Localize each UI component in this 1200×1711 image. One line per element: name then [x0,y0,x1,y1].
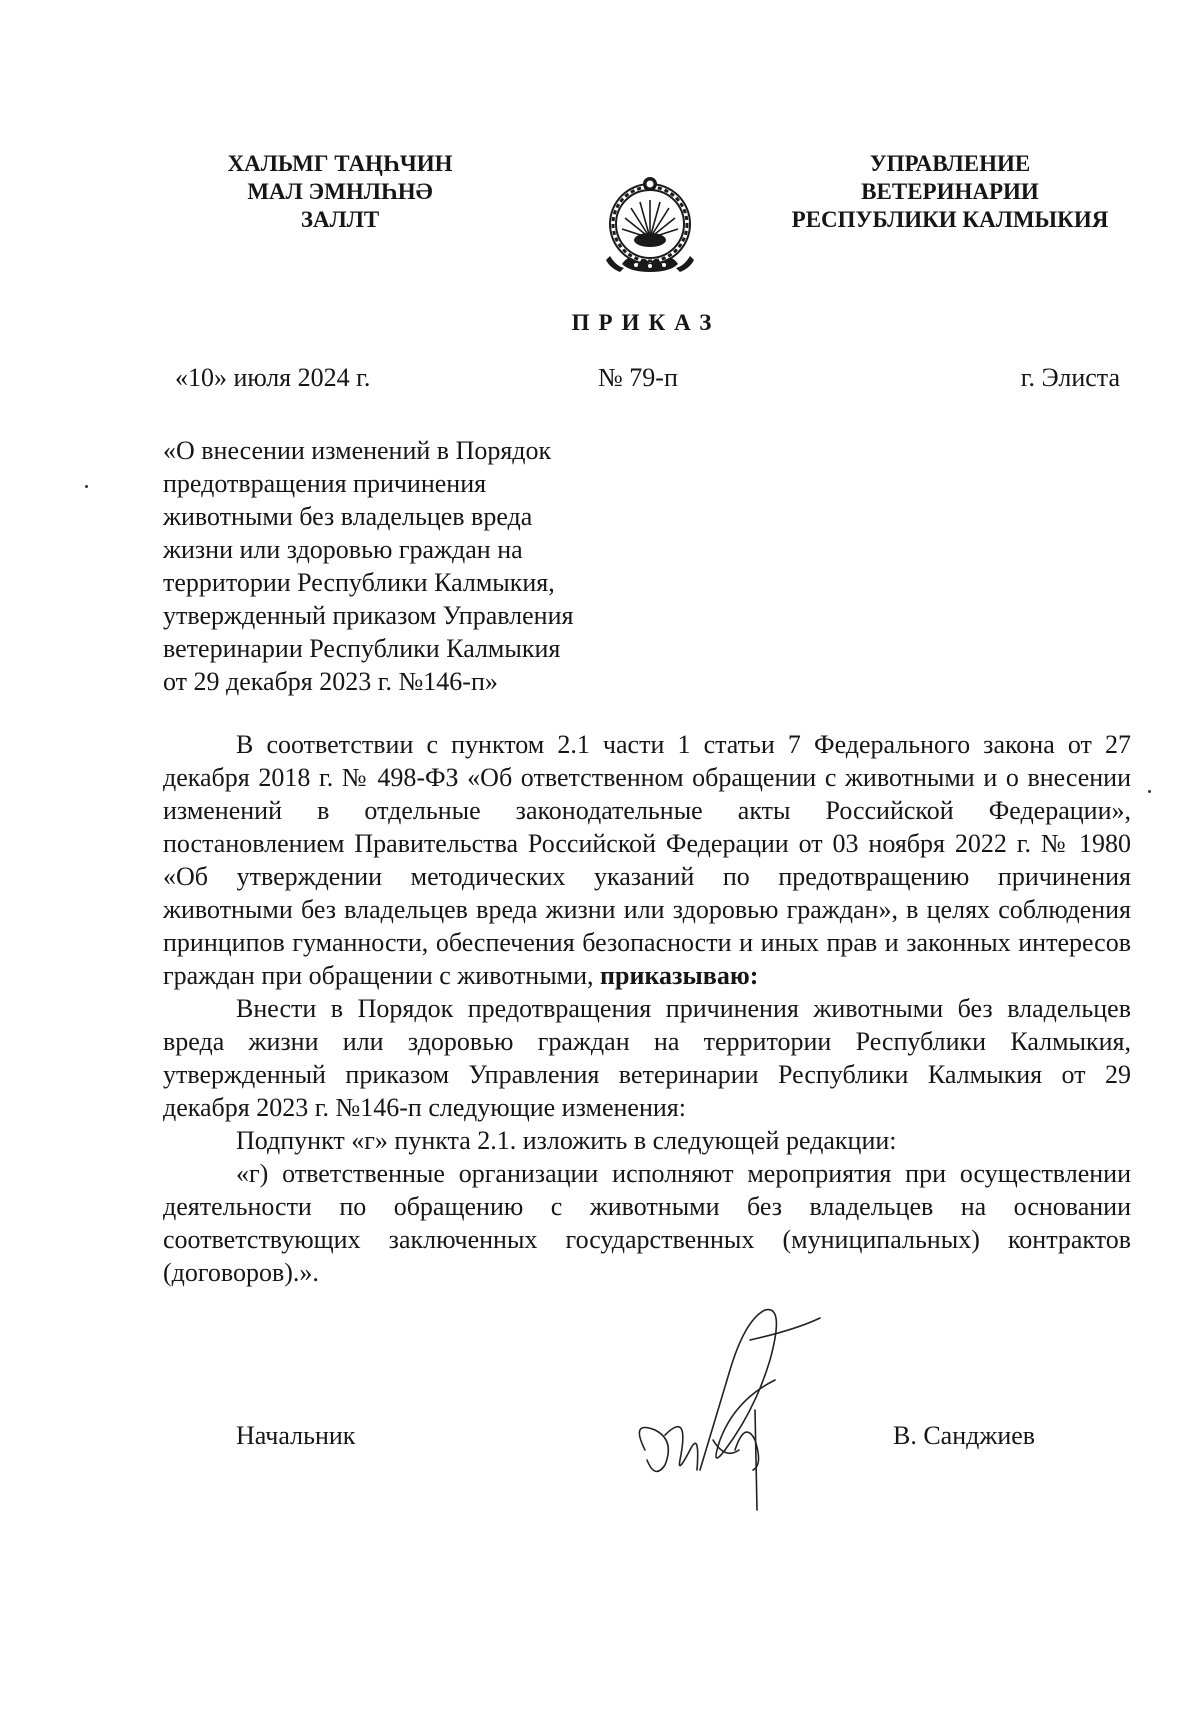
header-right-line-3: РЕСПУБЛИКИ КАЛМЫКИЯ [791,207,1109,232]
signatory-name: В. Санджиев [893,1421,1036,1450]
subject-line: животными без владельцев вреда [163,502,533,531]
order-subject [163,434,643,698]
header-right-line-1: УПРАВЛЕНИЕ [869,151,1031,176]
kalmykia-emblem-icon [600,172,700,292]
header-left-line-3: ЗАЛЛТ [300,207,380,232]
order-number: № 79-п [598,363,678,392]
order-directive: приказываю: [600,961,759,990]
order-city: г. Элиста [1020,363,1120,392]
body-paragraph-preamble [163,728,1131,992]
scan-speck [85,485,88,488]
subject-line: жизни или здоровью граждан на [163,535,523,564]
subject-line: утвержденный приказом Управления [163,601,574,630]
header-left-kalmyk [190,150,490,234]
subject-line: ветеринарии Республики Калмыкия [163,634,561,663]
scan-speck [1148,790,1151,793]
subject-line: «О внесении изменений в Порядок [163,436,552,465]
header-right-line-2: ВЕТЕРИНАРИИ [861,179,1039,204]
body-paragraph-amend: Внести в Порядок предотвращения причинения животными без владельцев вреда жизни или здоровью граждан на территории Республики Калмыкия, утвержденный приказом Управления ветеринарии Республики Калмыкия от 29 декабря 2023 г. №146-п следующие изменения: [163,994,1131,1122]
header-left-line-1: ХАЛЬМГ ТАҢҺЧИН [227,151,453,176]
body-paragraph-subitem: Подпункт «г» пункта 2.1. изложить в следующей редакции: [236,1126,897,1155]
order-body [163,728,1131,1289]
handwritten-signature-icon [635,1300,835,1520]
subject-line: от 29 декабря 2023 г. №146-п» [163,667,498,696]
preamble-text: В соответствии с пунктом 2.1 части 1 статьи 7 Федерального закона от 27 декабря 2018 г. № 498-ФЗ «Об ответственном обращении с животными и о внесении изменений в отдельные законодательные акты Российской Федерации», постановлением Правительства Российской Федерации от 03 ноября 2022 г. № 1980 «Об утверждении методических указаний по предотвращению причинения животными без владельцев вреда жизни или здоровью граждан», в целях соблюдения принципов гуманности, обеспечения безопасности и иных прав и законных интересов граждан при обращении с животными, [163,730,1131,990]
order-date: «10» июля 2024 г. [175,363,371,392]
header-left-line-2: МАЛ ЭМНЛҺНӘ [247,179,433,204]
subject-line: предотвращения причинения [163,469,487,498]
body-paragraph-new-text: «г) ответственные организации исполняют мероприятия при осуществлении деятельности по обращению с животными без владельцев на основании соответствующих заключенных государственных (муниципальных) контрактов (договоров).». [163,1159,1131,1287]
subject-line: территории Республики Калмыкия, [163,568,555,597]
order-title: ПРИКАЗ [571,310,721,335]
signature-role: Начальник [236,1421,356,1450]
header-right-russian [760,150,1140,234]
